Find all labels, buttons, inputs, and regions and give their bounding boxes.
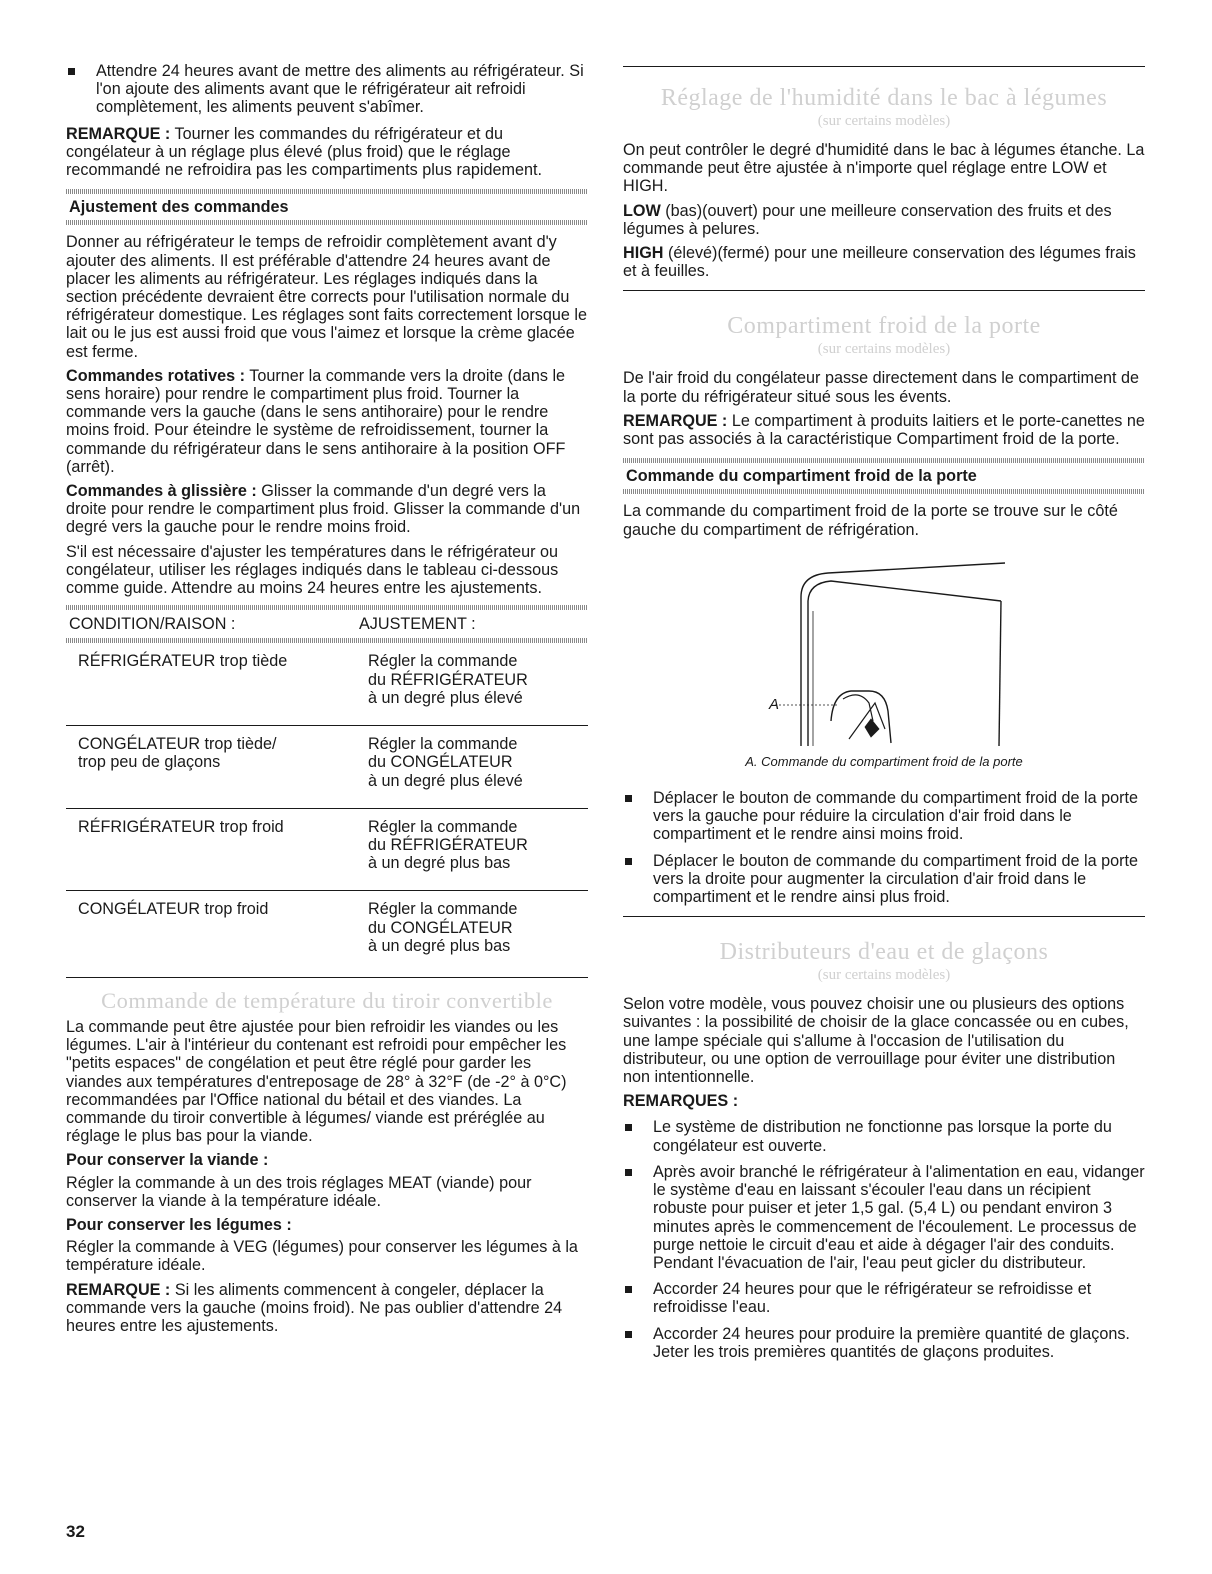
paragraph: Régler la commande à VEG (légumes) pour conserver les légumes à la température idéale. xyxy=(66,1238,578,1275)
table-row xyxy=(66,726,588,809)
list-item-text: Déplacer le bouton de commande du compartiment froid de la porte vers la droite pour augmenter la circulation d'air froid dans le compartiment et le rendre ainsi plus froid. xyxy=(653,851,1139,907)
slide-label: Commandes à glissière : xyxy=(66,482,257,501)
paragraph: La commande peut être ajustée pour bien refroidir les viandes ou les légumes. L'air à l'intérieur du contenant est refroidi pour empêcher les "petits espaces" de congélation et peut être réglé pour garder les viandes aux températures d'entreposage de 28° à 32°F (de -2° à 0°C) recommandées par l'Office national du bétail et des viandes. La commande du tiroir convertible à légumes/ viande est préréglée au réglage le plus bas pour la viande. xyxy=(66,1017,567,1146)
adjustment-table xyxy=(66,610,588,638)
list-item-text: Le système de distribution ne fonctionne pas lorsque la porte du congélateur est ouverte. xyxy=(653,1118,1112,1155)
high-label: HIGH xyxy=(623,244,664,263)
table-row xyxy=(66,808,588,891)
column-header: AJUSTEMENT : xyxy=(359,615,476,634)
divider xyxy=(66,220,588,225)
figure-caption: A. Commande du compartiment froid de la porte xyxy=(745,753,1023,769)
bullet-icon xyxy=(625,1331,632,1338)
divider xyxy=(66,605,588,610)
refrigerator-door-illustration xyxy=(623,551,1145,751)
table-cell: Régler la commande du RÉFRIGÉRATEUR à un degré plus bas xyxy=(368,817,528,873)
remarks-label: REMARQUES : xyxy=(623,1092,739,1111)
list-item xyxy=(66,62,588,117)
section-subheading: Commande du compartiment froid de la porte xyxy=(626,467,977,486)
intro-bullet-text: Attendre 24 heures avant de mettre des aliments au réfrigérateur. Si l'on ajoute des aliments avant que le réfrigérateur ait refroidi complètement, les aliments peuvent s'abîmer. xyxy=(96,62,584,117)
rotary-text: Tourner la commande vers la droite (dans le sens horaire) pour rendre le compartiment plus froid. Tourner la commande vers la gauche (dans le sens antihoraire) pour le rendre moins froid. Pour éteindre le système de refroidissement, tourner la commande du réfrigérateur dans le sens antihoraire à la position OFF (arrêt). xyxy=(66,366,566,476)
divider xyxy=(66,189,588,194)
section-heading: Distributeurs d'eau et de glaçons xyxy=(719,939,1049,966)
section-rule xyxy=(66,977,588,978)
section-rule xyxy=(623,290,1145,291)
section-subtitle: (sur certains modèles) xyxy=(817,967,951,984)
table-row xyxy=(66,643,588,725)
list-item xyxy=(623,789,1145,844)
paragraph xyxy=(66,367,588,476)
table-cell: RÉFRIGÉRATEUR trop froid xyxy=(78,817,284,836)
divider xyxy=(623,458,1145,463)
list-item xyxy=(623,1280,1145,1316)
note-text: Si les aliments commencent à congeler, déplacer la commande vers la gauche (moins froid). Ne pas oublier d'attendre 24 heures entre les ajustements. xyxy=(66,1280,563,1335)
divider xyxy=(66,638,588,643)
divider xyxy=(623,489,1145,494)
list-item-text: Accorder 24 heures pour que le réfrigérateur se refroidisse et refroidisse l'eau. xyxy=(653,1280,1092,1317)
adjustment-table-body xyxy=(66,643,588,972)
section-heading: Réglage de l'humidité dans le bac à légumes xyxy=(660,85,1108,111)
section-subtitle: (sur certains modèles) xyxy=(817,341,951,358)
table-cell: Régler la commande du CONGÉLATEUR à un degré plus élevé xyxy=(368,735,523,790)
list-item xyxy=(623,1325,1145,1361)
table-row xyxy=(66,891,588,973)
paragraph: La commande du compartiment froid de la porte se trouve sur le côté gauche du compartiment de réfrigération. xyxy=(623,502,1118,539)
paragraph: Donner au réfrigérateur le temps de refroidir complètement avant d'y ajouter des aliments. Il est préférable d'attendre 24 heures avant de placer les aliments au réfrigérateur. Les réglages indiqués dans la section précédente devraient être corrects pour l'utilisation normale du réfrigérateur domestique. Les réglages sont faits correctement lorsque le lait ou le jus est aussi froid que vous l'aimez et lorsque la crème glacée est ferme. xyxy=(66,233,587,361)
bullet-icon xyxy=(625,1169,632,1176)
list-item xyxy=(623,1163,1145,1272)
list-item xyxy=(623,1118,1145,1154)
list-item-text: Déplacer le bouton de commande du compartiment froid de la porte vers la gauche pour réduire la circulation d'air froid dans le compartiment et le rendre ainsi moins froid. xyxy=(653,789,1139,844)
note-label: REMARQUE : xyxy=(66,1280,171,1299)
paragraph: S'il est nécessaire d'ajuster les températures dans le réfrigérateur ou congélateur, utiliser les réglages indiqués dans le tableau ci-dessous comme guide. Attendre au moins 24 heures entre les ajustements. xyxy=(66,542,559,598)
low-label: LOW xyxy=(623,201,661,220)
table-cell: Régler la commande du CONGÉLATEUR à un degré plus bas xyxy=(368,900,518,955)
bullet-icon xyxy=(625,1124,632,1131)
page-number: 32 xyxy=(66,1522,85,1541)
paragraph: Régler la commande à un des trois réglages MEAT (viande) pour conserver la viande à la température idéale. xyxy=(66,1173,532,1210)
section-heading: Commande de température du tiroir convertible xyxy=(101,987,553,1013)
section-rule xyxy=(623,66,1145,67)
list-item xyxy=(623,852,1145,907)
slide-text: Glisser la commande d'un degré vers la droite pour rendre le compartiment plus froid. Glisser la commande d'un degré vers la gauche pour le rendre moins froid. xyxy=(66,482,581,537)
section-rule xyxy=(623,916,1145,917)
paragraph: On peut contrôler le degré d'humidité dans le bac à légumes étanche. La commande peut être ajustée à n'importe quel réglage entre LOW et HIGH. xyxy=(623,141,1145,196)
table-header-row xyxy=(66,610,588,638)
column-header: CONDITION/RAISON : xyxy=(69,615,236,634)
list-item-text: Après avoir branché le réfrigérateur à l'alimentation en eau, vidanger le système d'eau en laissant s'écouler l'eau dans un récipient robuste pour puiser et jeter 1,5 gal. (5,4 L) ou pendant environ 3 minutes après le commencement de l'écoulement. Le processus de purge nettoie le circuit d'eau et aide à dégager l'air des conduits. Pendant l'évacuation de l'air, l'eau peut gicler du distributeur. xyxy=(653,1162,1145,1272)
section-subtitle: (sur certains modèles) xyxy=(817,113,951,129)
rotary-label: Commandes rotatives : xyxy=(66,366,246,385)
note-paragraph xyxy=(66,125,588,180)
paragraph xyxy=(623,412,1145,448)
veg-label: Pour conserver les légumes : xyxy=(66,1215,292,1234)
table-cell: CONGÉLATEUR trop tiède/ trop peu de glaçons xyxy=(78,735,277,772)
figure-label: A xyxy=(769,695,780,713)
paragraph xyxy=(66,482,588,537)
list-item-text: Accorder 24 heures pour produire la première quantité de glaçons. Jeter les trois premières quantités de glaçons produites. xyxy=(653,1324,1130,1361)
note-label: REMARQUE : xyxy=(623,411,728,430)
paragraph xyxy=(623,202,1145,238)
bullet-icon xyxy=(68,68,75,75)
bullet-icon xyxy=(625,1286,632,1293)
right-column xyxy=(623,66,1145,1369)
note-text: Le compartiment à produits laitiers et le porte-canettes ne sont pas associés à la caractéristique Compartiment froid de la porte. xyxy=(623,411,1145,449)
table-cell: RÉFRIGÉRATEUR trop tiède xyxy=(78,652,288,671)
table-cell: Régler la commande du RÉFRIGÉRATEUR à un degré plus élevé xyxy=(368,652,528,707)
note-label: REMARQUE : xyxy=(66,124,171,143)
door-figure xyxy=(623,551,1145,751)
paragraph: Selon votre modèle, vous pouvez choisir une ou plusieurs des options suivantes : la possibilité de choisir de la glace concassée ou en cubes, une lampe spéciale qui s'allume à l'occasion de l'utilisation du distributeur, ou une option de verrouillage pour éviter une distribution non intentionnelle. xyxy=(623,995,1129,1087)
table-cell: CONGÉLATEUR trop froid xyxy=(78,900,269,919)
note-paragraph xyxy=(66,1281,588,1336)
high-text: (élevé)(fermé) pour une meilleure conservation des légumes frais et à feuilles. xyxy=(623,244,1136,281)
low-text: (bas)(ouvert) pour une meilleure conservation des fruits et des légumes à pelures. xyxy=(623,201,1112,238)
paragraph: De l'air froid du congélateur passe directement dans le compartiment de la porte du réfrigérateur situé sous les évents. xyxy=(623,369,1139,406)
left-column xyxy=(66,62,588,1341)
paragraph xyxy=(623,244,1145,280)
bullet-icon xyxy=(625,795,632,802)
meat-label: Pour conserver la viande : xyxy=(66,1151,269,1170)
bullet-icon xyxy=(625,858,632,865)
note-text: Tourner les commandes du réfrigérateur et du congélateur à un réglage plus élevé (plus froid) que le réglage recommandé ne refroidira pas les compartiments plus rapidement. xyxy=(66,124,542,180)
section-subheading: Ajustement des commandes xyxy=(69,198,289,217)
section-heading: Compartiment froid de la porte xyxy=(727,313,1041,340)
